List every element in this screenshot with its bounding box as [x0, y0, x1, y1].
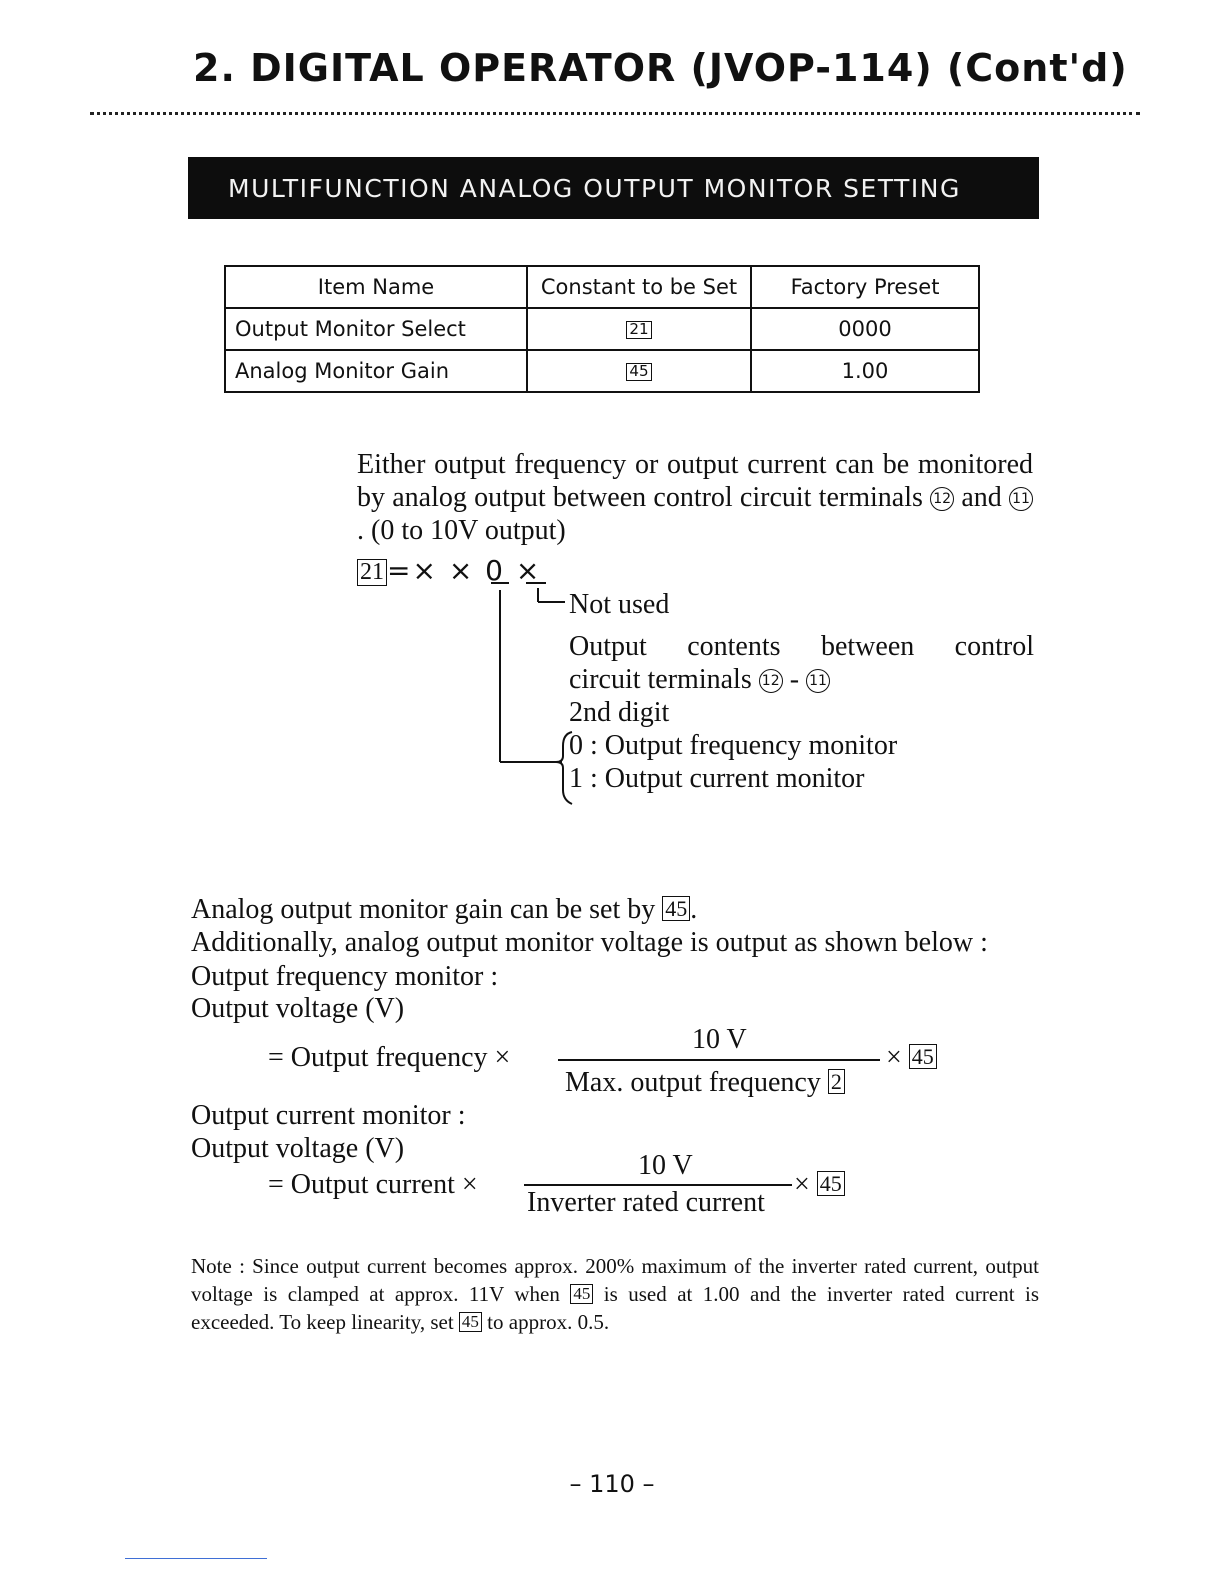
terminal-12-icon: 12: [759, 669, 783, 693]
constant-box: 45: [909, 1044, 937, 1069]
constant-box: 45: [459, 1312, 482, 1332]
freq-monitor-heading: Output frequency monitor :: [191, 961, 499, 992]
header-factory-preset: Factory Preset: [751, 266, 979, 308]
setting-expression: [357, 554, 541, 588]
desc-terminals-text: circuit terminals: [569, 664, 752, 695]
digit-description: [569, 630, 1034, 795]
intro-text: Either output frequency or output current can be monitored by analog output between control circuit terminals: [357, 449, 1033, 513]
footer-divider: [125, 1558, 267, 1559]
option-1: 1 : Output current monitor: [569, 763, 865, 794]
current-numerator: 10 V: [638, 1150, 693, 1181]
intro-text-end: . (0 to 10V output): [357, 515, 566, 546]
freq-formula-lhs: = Output frequency ×: [268, 1042, 511, 1073]
terminal-11-icon: 11: [1009, 487, 1033, 511]
freq-fraction-bar: [558, 1059, 880, 1061]
row-item-analog-monitor-gain: Analog Monitor Gain: [225, 350, 527, 392]
desc-line-2: [569, 663, 1034, 696]
intro-and: and: [961, 482, 1002, 513]
current-formula-lhs: = Output current ×: [268, 1169, 478, 1200]
row-constant-cell: [527, 308, 751, 350]
times-symbol: ×: [794, 1169, 810, 1200]
header-constant: Constant to be Set: [527, 266, 751, 308]
header-item-name: Item Name: [225, 266, 527, 308]
current-denominator: Inverter rated current: [527, 1187, 765, 1218]
freq-numerator: 10 V: [692, 1024, 747, 1055]
row-constant-cell: [527, 350, 751, 392]
constant-box: 45: [817, 1171, 845, 1196]
constant-box: 45: [662, 896, 690, 921]
note-text: is used at 1.00 and the inverter rated current is exceeded. To keep linearity, set: [191, 1282, 1039, 1334]
desc-line-1: Output contents between control: [569, 631, 1034, 662]
option-0: 0 : Output frequency monitor: [569, 730, 898, 761]
gain-text: Analog output monitor gain can be set by: [191, 894, 656, 925]
terminal-11-icon: 11: [806, 669, 830, 693]
note-text: Note : Since output current becomes approx. 200% maximum of the inverter rated current, output voltage is clamped at approx. 11V when: [191, 1254, 1039, 1306]
page-number: – 110 –: [569, 1470, 655, 1498]
row-item-output-monitor-select: Output Monitor Select: [225, 308, 527, 350]
gain-line-2: Additionally, analog output monitor voltage is output as shown below :: [191, 927, 988, 958]
gain-period: .: [690, 894, 698, 925]
page-title: 2. DIGITAL OPERATOR (JVOP-114) (Cont'd): [193, 46, 1128, 90]
current-gain-term: [794, 1169, 845, 1201]
constants-table: [224, 265, 980, 393]
freq-voltage-label: Output voltage (V): [191, 993, 405, 1024]
note-text: to approx. 0.5.: [487, 1310, 610, 1334]
intro-paragraph: [357, 448, 1033, 547]
terminal-12-icon: 12: [930, 487, 954, 511]
row-preset-cell: 0000: [751, 308, 979, 350]
row-preset-cell: 1.00: [751, 350, 979, 392]
current-monitor-heading: Output current monitor :: [191, 1100, 466, 1131]
expression-digits: =× × 0 ×: [387, 554, 542, 587]
table-row: [225, 350, 979, 392]
table-row: [225, 308, 979, 350]
table-header-row: [225, 266, 979, 308]
digit-label: 2nd digit: [569, 697, 670, 728]
freq-denominator-text: Max. output frequency: [565, 1067, 821, 1098]
current-voltage-label: Output voltage (V): [191, 1133, 405, 1164]
gain-line-1: [191, 894, 697, 926]
title-divider: [90, 112, 1140, 115]
desc-dash: -: [789, 664, 800, 695]
freq-denominator: [565, 1067, 845, 1099]
constant-box: 2: [828, 1069, 845, 1094]
section-banner: MULTIFUNCTION ANALOG OUTPUT MONITOR SETTING: [188, 157, 1039, 219]
times-symbol: ×: [886, 1042, 902, 1073]
note-paragraph: [191, 1252, 1039, 1336]
constant-box: 21: [357, 559, 387, 586]
not-used-label: Not used: [569, 589, 670, 620]
freq-gain-term: [886, 1042, 937, 1074]
current-fraction-bar: [524, 1184, 792, 1186]
constant-box: 45: [570, 1284, 593, 1304]
constant-box: 45: [626, 363, 651, 381]
constant-box: 21: [626, 321, 651, 339]
